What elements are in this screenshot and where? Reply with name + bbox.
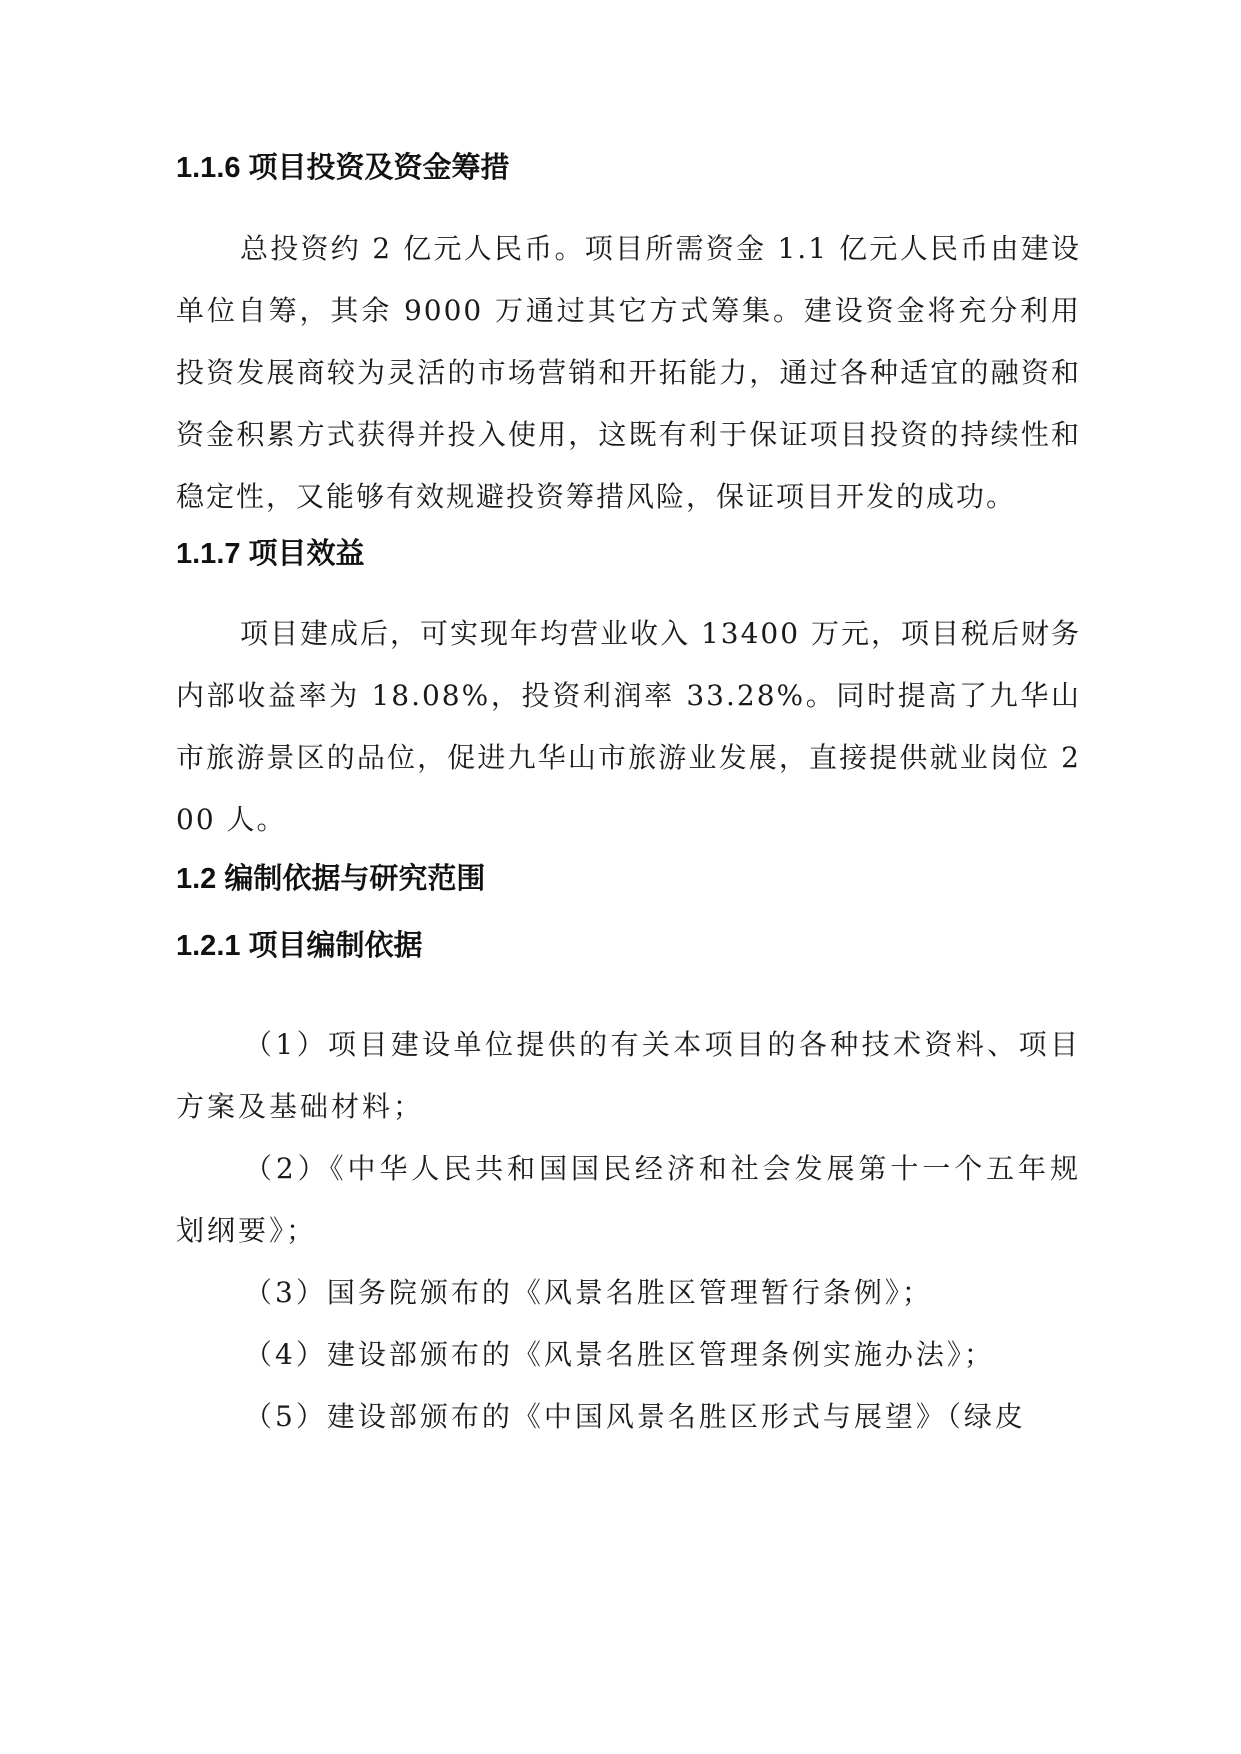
heading-1-1-7: 1.1.7 项目效益 [176, 538, 365, 570]
basis-list-item: （3）国务院颁布的《风景名胜区管理暂行条例》； [244, 1276, 933, 1309]
paragraph-project-benefits: 项目建成后，可实现年均营业收入 13400 万元，项目税后财务内部收益率为 18.08%，投资利润率 33.28%。同时提高了九华山市旅游景区的品位，促进九华山市旅游业发展，直接提供就业岗位 200 人。 [176, 617, 1081, 836]
basis-list-item: （4）建设部颁布的《风景名胜区管理条例实施办法》； [244, 1338, 995, 1371]
basis-list-item: （5）建设部颁布的《中国风景名胜区形式与展望》（绿皮 [244, 1400, 1026, 1433]
basis-list-item: （1）项目建设单位提供的有关本项目的各种技术资料、项目方案及基础材料； [176, 1028, 1081, 1123]
heading-1-2: 1.2 编制依据与研究范围 [176, 863, 486, 895]
paragraph-investment-financing: 总投资约 2 亿元人民币。项目所需资金 1.1 亿元人民币由建设单位自筹，其余 9000 万通过其它方式筹集。建设资金将充分利用投资发展商较为灵活的市场营销和开拓能力，通过各种适宜的融资和资金积累方式获得并投入使用，这既有利于保证项目投资的持续性和稳定性，又能够有效规避投资筹措风险，保证项目开发的成功。 [176, 232, 1081, 513]
heading-1-2-1: 1.2.1 项目编制依据 [176, 930, 423, 962]
heading-1-1-6: 1.1.6 项目投资及资金筹措 [176, 152, 510, 184]
basis-list-item: （2）《中华人民共和国国民经济和社会发展第十一个五年规划纲要》； [176, 1152, 1081, 1247]
